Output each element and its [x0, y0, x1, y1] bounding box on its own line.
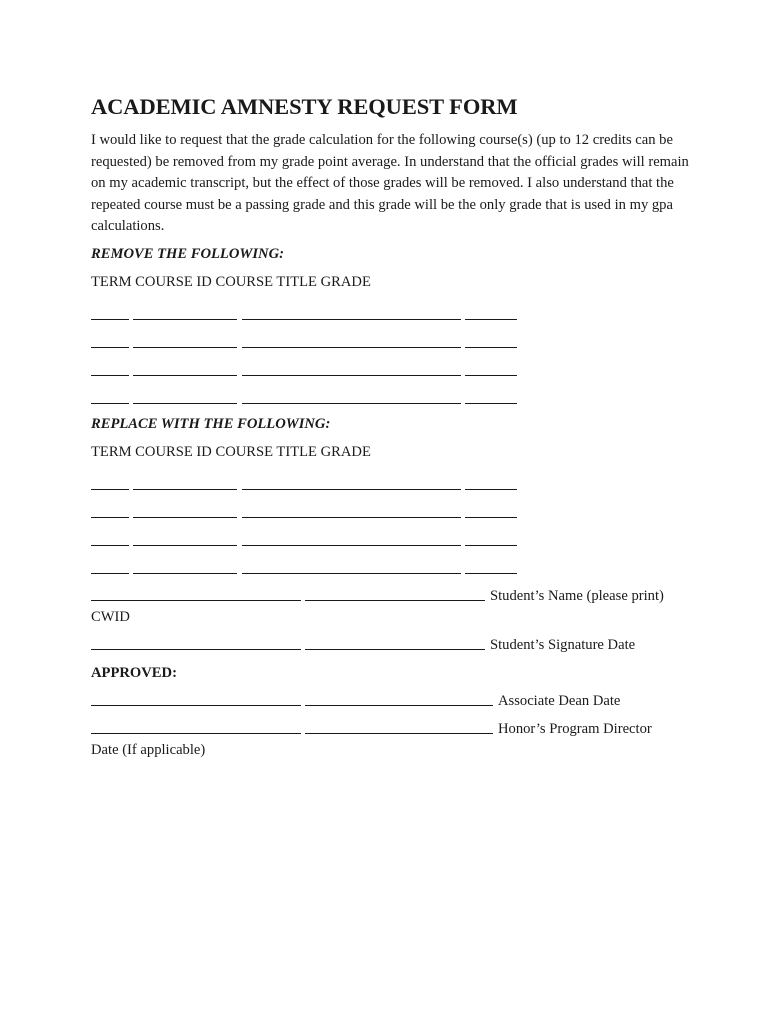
associate-dean-signature-blank[interactable] [91, 705, 301, 706]
course-title-blank[interactable] [242, 403, 461, 404]
student-name-label: Student’s Name (please print) [490, 587, 664, 604]
course-id-blank[interactable] [133, 347, 237, 348]
term-blank[interactable] [91, 319, 129, 320]
replace-heading: REPLACE WITH THE FOLLOWING: [91, 415, 331, 432]
term-blank[interactable] [91, 489, 129, 490]
replace-row-2 [91, 504, 691, 518]
course-title-blank[interactable] [242, 347, 461, 348]
cwid-blank[interactable] [305, 600, 485, 601]
replace-row-4 [91, 560, 691, 574]
term-blank[interactable] [91, 375, 129, 376]
term-blank[interactable] [91, 545, 129, 546]
course-title-blank[interactable] [242, 375, 461, 376]
replace-column-headers: TERM COURSE ID COURSE TITLE GRADE [91, 443, 371, 460]
student-signature-label: Student’s Signature Date [490, 636, 636, 653]
student-signature-blank[interactable] [91, 649, 301, 650]
course-id-blank[interactable] [133, 489, 237, 490]
course-id-blank[interactable] [133, 517, 237, 518]
remove-row-3 [91, 362, 691, 376]
grade-blank[interactable] [465, 375, 517, 376]
grade-blank[interactable] [465, 573, 517, 574]
remove-column-headers: TERM COURSE ID COURSE TITLE GRADE [91, 273, 371, 290]
course-title-blank[interactable] [242, 489, 461, 490]
term-blank[interactable] [91, 573, 129, 574]
remove-row-1 [91, 306, 691, 320]
approved-heading: APPROVED: [91, 664, 177, 681]
cwid-label: CWID [91, 608, 130, 625]
associate-dean-date-blank[interactable] [305, 705, 493, 706]
term-blank[interactable] [91, 403, 129, 404]
remove-row-4 [91, 390, 691, 404]
student-name-row [91, 586, 691, 606]
student-signature-date-blank[interactable] [305, 649, 485, 650]
associate-dean-row [91, 691, 691, 711]
course-id-blank[interactable] [133, 375, 237, 376]
grade-blank[interactable] [465, 347, 517, 348]
course-title-blank[interactable] [242, 319, 461, 320]
remove-course-rows [91, 306, 691, 404]
associate-dean-label: Associate Dean Date [498, 692, 621, 709]
term-blank[interactable] [91, 347, 129, 348]
replace-row-3 [91, 532, 691, 546]
course-id-blank[interactable] [133, 403, 237, 404]
course-title-blank[interactable] [242, 573, 461, 574]
course-id-blank[interactable] [133, 545, 237, 546]
replace-row-1 [91, 476, 691, 490]
grade-blank[interactable] [465, 489, 517, 490]
form-title: ACADEMIC AMNESTY REQUEST FORM [91, 94, 518, 119]
remove-heading: REMOVE THE FOLLOWING: [91, 245, 284, 262]
form-page [91, 92, 691, 760]
honors-director-label: Honor’s Program Director [498, 720, 652, 737]
term-blank[interactable] [91, 517, 129, 518]
course-id-blank[interactable] [133, 319, 237, 320]
honors-director-date-blank[interactable] [305, 733, 493, 734]
intro-paragraph: I would like to request that the grade calculation for the following course(s) (up to 12 credits can be requested) be removed from my grade point average. In understand that the official grades will remain on my academic transcript, but the effect of those grades will be removed. I also understand that the repeated course must be a passing grade and this grade will be the only grade that is used in my gpa calculations. [91, 132, 689, 235]
honors-director-row [91, 719, 691, 739]
honors-director-signature-blank[interactable] [91, 733, 301, 734]
remove-row-2 [91, 334, 691, 348]
student-name-blank[interactable] [91, 600, 301, 601]
grade-blank[interactable] [465, 403, 517, 404]
honors-date-label: Date (If applicable) [91, 741, 206, 758]
grade-blank[interactable] [465, 545, 517, 546]
course-id-blank[interactable] [133, 573, 237, 574]
grade-blank[interactable] [465, 319, 517, 320]
grade-blank[interactable] [465, 517, 517, 518]
course-title-blank[interactable] [242, 545, 461, 546]
student-signature-row [91, 635, 691, 655]
replace-course-rows [91, 476, 691, 574]
course-title-blank[interactable] [242, 517, 461, 518]
